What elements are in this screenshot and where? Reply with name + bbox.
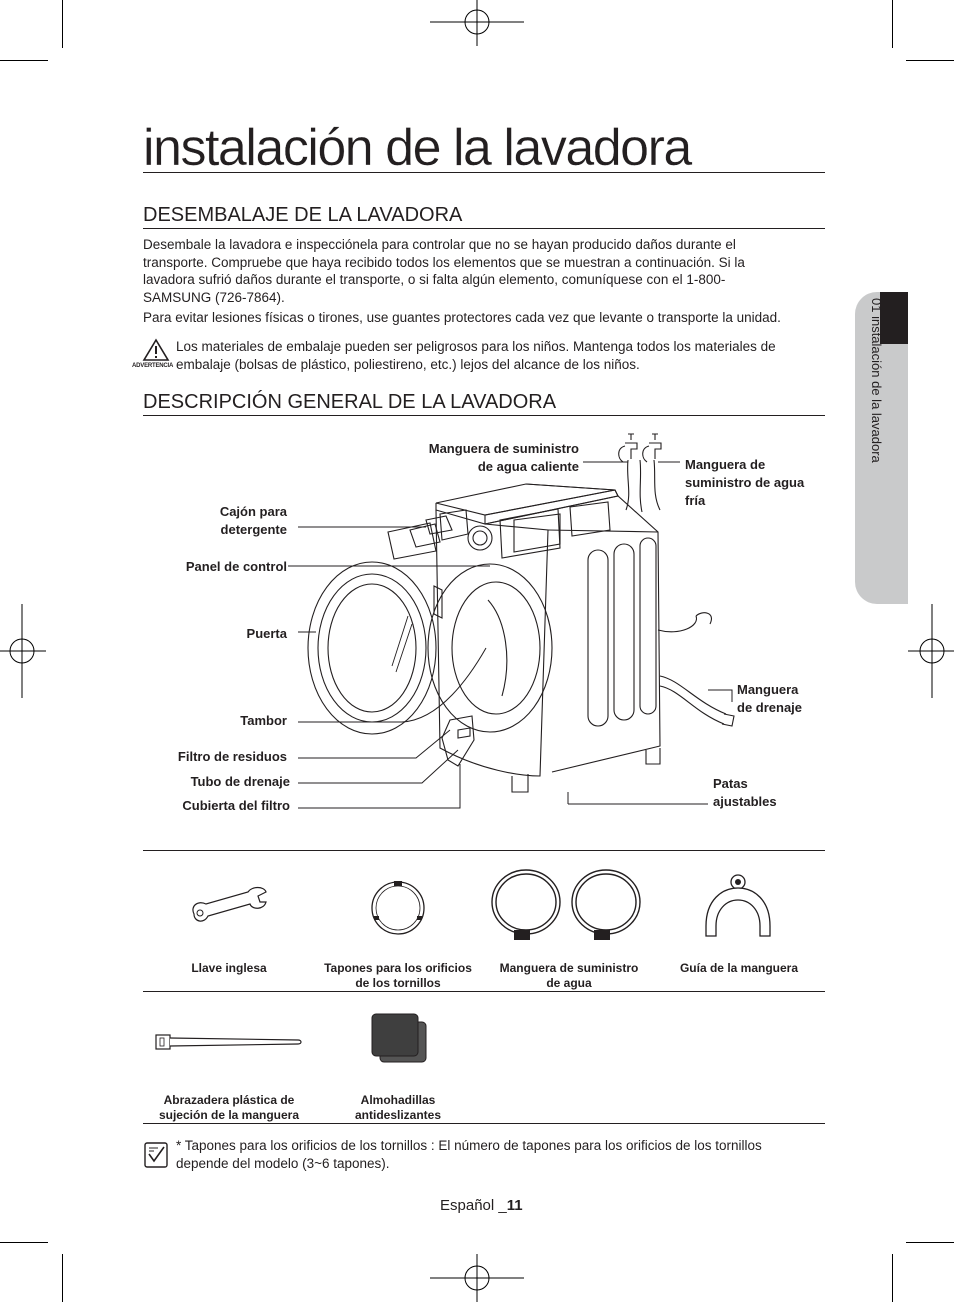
accessory-guide-label: Guía de la manguera [679,961,799,975]
page-title: instalación de la lavadora [143,118,825,173]
accessory-tie-label-2: sujeción de la manguera [158,1108,300,1122]
label-drawer-2: detergente [220,522,287,537]
accessory-caps-label-2: de los tornillos [355,976,441,990]
label-drain-tube: Tubo de drenaje [190,774,290,789]
accessory-tie-label-1: Abrazadera plástica de [163,1093,295,1107]
label-door: Puerta [246,626,287,641]
registration-mark-bottom [430,1254,524,1302]
note-text: * Tapones para los orificios de los tornillos : El número de tapones para los orificios de los tornillos depende del modelo (3~6 tapones). [176,1138,762,1171]
label-hot-hose-2: de agua caliente [477,459,579,474]
page-footer [440,1197,523,1214]
section-heading-overview: DESCRIPCIÓN GENERAL DE LA LAVADORA [143,390,825,416]
side-tab-label: 01 instalación de la lavadora [869,298,884,463]
label-filter-cover: Cubierta del filtro [182,798,290,813]
accessory-wrench-label: Llave inglesa [191,961,267,975]
accessory-caps-label-1: Tapones para los orificios [324,961,472,975]
accessories-rule-middle [143,991,825,992]
accessory-hoses-label-2: de agua [546,976,592,990]
wrench-icon [186,884,270,928]
warning-icon [134,338,178,372]
footer-language: Español _ [440,1197,507,1214]
accessory-pads-label-2: antideslizantes [354,1108,442,1122]
cable-tie-icon [154,1032,304,1052]
unpacking-paragraph-2: Para evitar lesiones físicas o tirones, use guantes protectores cada vez que levante o transporte la unidad. [143,310,781,325]
label-feet-1: Patas [713,776,748,791]
label-drum: Tambor [240,713,287,728]
accessory-pads-label-1: Almohadillas [360,1093,436,1107]
registration-mark-right [908,604,954,698]
label-hot-hose-1: Manguera de suministro [428,441,579,456]
page-number: 11 [506,1197,523,1214]
accessory-hoses-label-1: Manguera de suministro [499,961,639,975]
label-cold-hose-1: Manguera de [685,457,766,472]
registration-mark-left [0,604,46,698]
warning-caption: ADVERTENCIA [132,363,174,369]
warning-text: Los materiales de embalaje pueden ser peligrosos para los niños. Mantenga todos los materiales de embalaje (bolsas de plástico, poliestireno, etc.) lejos del alcance de los niños. [176,339,776,372]
label-feet-2: ajustables [713,794,777,809]
accessories-rule-top [143,850,825,851]
registration-mark-top [430,0,524,48]
accessories-rule-bottom [143,1123,825,1124]
bolt-cap-icon [368,878,428,938]
label-drain-hose-1: Manguera [737,682,799,697]
hose-guide-icon [700,872,776,942]
label-drain-hose-2: de drenaje [737,700,803,715]
label-debris-filter: Filtro de residuos [177,749,287,764]
section-heading-unpacking: DESEMBALAJE DE LA LAVADORA [143,203,825,229]
unpacking-paragraph-1: Desembale la lavadora e inspecciónela para controlar que no se hayan producido daños durante el transporte. Compruebe que haya recibido todos los elementos que se muestran a continuación. Si la lavadora sufrió daños durante el transporte, o si falta algún elemento, comuníquese con el 1-800-SAMSUNG (726-7864). [143,237,745,305]
label-drawer-1: Cajón para [219,504,287,519]
water-hose-icon [488,866,648,948]
note-icon [144,1142,168,1168]
label-cold-hose-2: suministro de agua [685,475,805,490]
anti-slip-pads-icon [370,1012,430,1066]
label-control-panel: Panel de control [185,559,287,574]
label-cold-hose-3: fría [685,493,706,508]
